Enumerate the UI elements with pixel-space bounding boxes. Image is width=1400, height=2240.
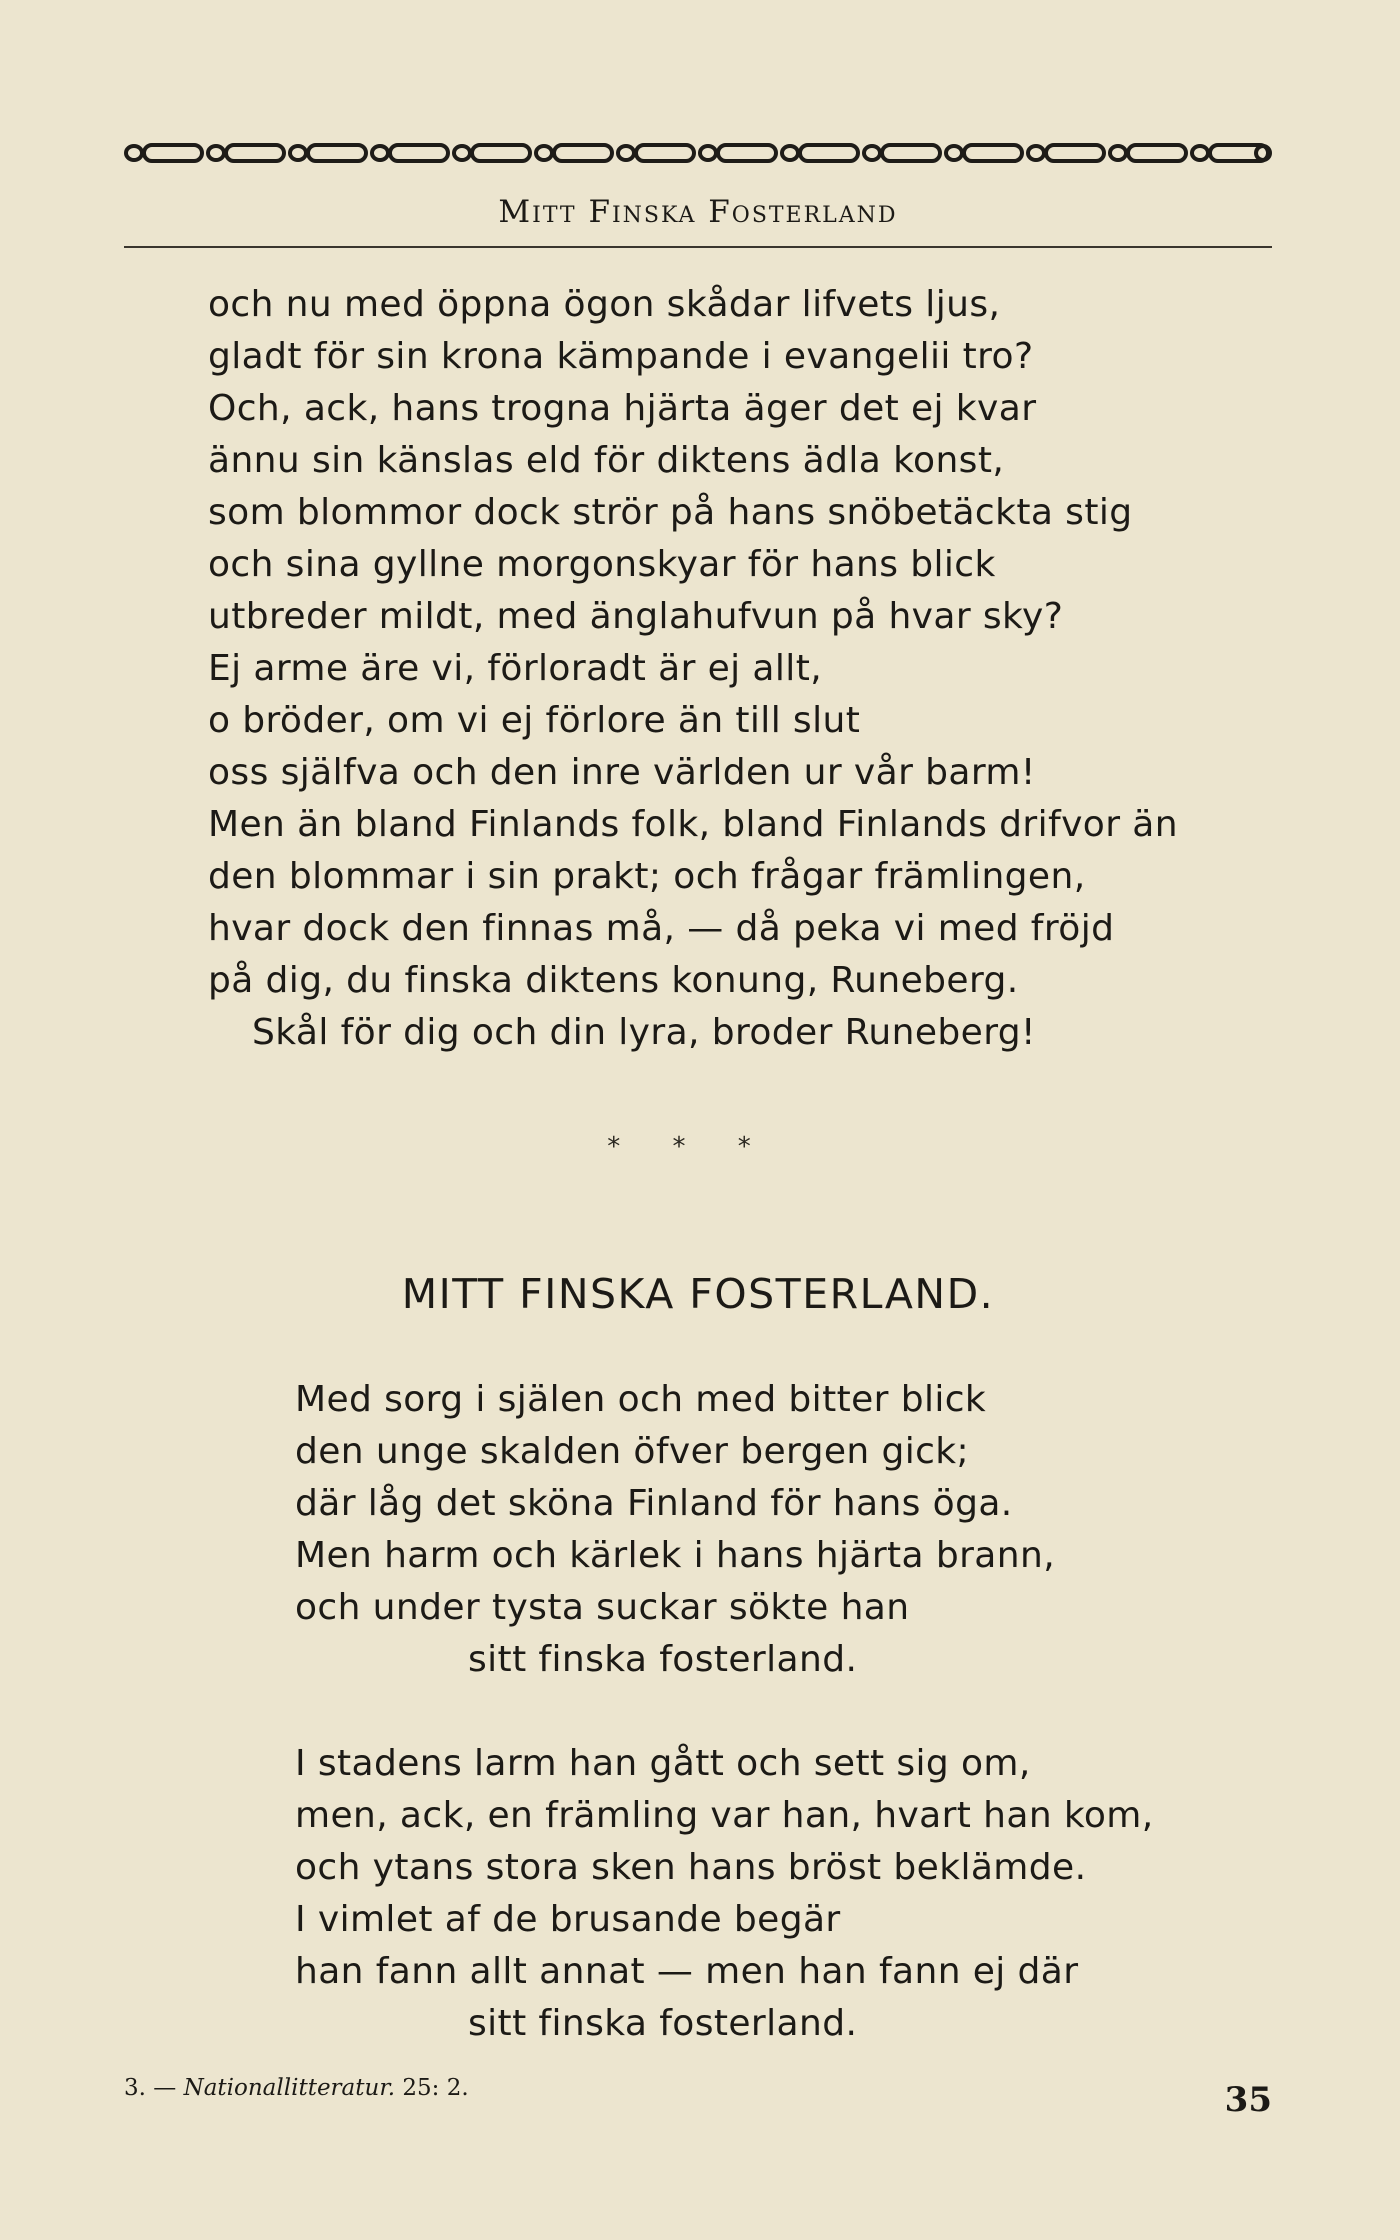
verse-line: Med sorg i själen och med bitter blick: [295, 1379, 987, 1420]
verse-line: den blommar i sin prakt; och frågar främlingen,: [208, 856, 1086, 897]
verse-line: I vimlet af de brusande begär: [295, 1899, 841, 1940]
chain-link-small: [864, 146, 880, 160]
chain-link-long: [308, 145, 366, 161]
verse-line: där låg det sköna Finland för hans öga.: [295, 1483, 1013, 1524]
chain-link-small: [782, 146, 798, 160]
verse-line: Skål för dig och din lyra, broder Runeberg!: [252, 1012, 1036, 1053]
page-number: 35: [1224, 2080, 1272, 2120]
chain-link-small: [372, 146, 388, 160]
chain-link-long: [964, 145, 1022, 161]
header-rule: [124, 246, 1272, 248]
poem-title: MITT FINSKA FOSTERLAND.: [401, 1270, 995, 1318]
chain-link-small: [1110, 146, 1126, 160]
verse-line: och sina gyllne morgonskyar för hans blick: [208, 544, 996, 585]
verse-line: hvar dock den finnas må, — då peka vi med fröjd: [208, 908, 1115, 949]
verse-line: men, ack, en främling var han, hvart han kom,: [295, 1795, 1154, 1836]
chain-link-small: [454, 146, 470, 160]
chain-link-long: [882, 145, 940, 161]
verse-line: och nu med öppna ögon skådar lifvets ljus,: [208, 284, 1001, 325]
chain-link-small: [536, 146, 552, 160]
verse-line: och ytans stora sken hans bröst beklämde.: [295, 1847, 1087, 1888]
chain-link-small: [1028, 146, 1044, 160]
chain-link-small: [946, 146, 962, 160]
chain-link-long: [390, 145, 448, 161]
chain-link-long: [472, 145, 530, 161]
verse-line: o bröder, om vi ej förlore än till slut: [208, 700, 861, 741]
chain-link-long: [636, 145, 694, 161]
chain-link-long: [718, 145, 776, 161]
verse-line: den unge skalden öfver bergen gick;: [295, 1431, 970, 1472]
refrain-line: sitt finska fosterland.: [468, 2003, 858, 2044]
verse-line: Ej arme äre vi, förloradt är ej allt,: [208, 648, 823, 689]
verse-line: och under tysta suckar sökte han: [295, 1587, 910, 1628]
verse-line: han fann allt annat — men han fann ej där: [295, 1951, 1079, 1992]
running-head: Mitt Finska Fosterland: [498, 194, 898, 230]
verse-line: utbreder mildt, med änglahufvun på hvar sky?: [208, 596, 1064, 637]
section-separator: * * *: [607, 1132, 773, 1162]
signature-name: Nationallitteratur.: [183, 2075, 396, 2101]
chain-link-long: [800, 145, 858, 161]
verse-line: Men harm och kärlek i hans hjärta brann,: [295, 1535, 1056, 1576]
chain-link-long: [554, 145, 612, 161]
chain-link-small: [700, 146, 716, 160]
verse-line: ännu sin känslas eld för diktens ädla konst,: [208, 440, 1005, 481]
verse-line: I stadens larm han gått och sett sig om,: [295, 1743, 1031, 1784]
chain-ornament: [124, 133, 1272, 173]
signature-prefix: 3. —: [124, 2075, 177, 2101]
verse-line: gladt för sin krona kämpande i evangelii tro?: [208, 336, 1034, 377]
chain-link-small: [208, 146, 224, 160]
chain-link-small: [126, 146, 142, 160]
verse-line: Och, ack, hans trogna hjärta äger det ej kvar: [208, 388, 1037, 429]
verse-line: på dig, du finska diktens konung, Runeberg.: [208, 960, 1019, 1001]
chain-link-small: [290, 146, 306, 160]
printer-signature: [124, 2075, 469, 2101]
verse-line: oss själfva och den inre världen ur vår barm!: [208, 752, 1036, 793]
signature-volume: 25: 2.: [402, 2075, 469, 2101]
chain-link-long: [1128, 145, 1186, 161]
chain-link-long: [1046, 145, 1104, 161]
chain-link-small: [618, 146, 634, 160]
chain-link-small: [1192, 146, 1208, 160]
refrain-line: sitt finska fosterland.: [468, 1639, 858, 1680]
verse-line: Men än bland Finlands folk, bland Finlands drifvor än: [208, 804, 1178, 845]
verse-line: som blommor dock strör på hans snöbetäckta stig: [208, 492, 1133, 533]
chain-link-long: [144, 145, 202, 161]
chain-link-long: [226, 145, 284, 161]
